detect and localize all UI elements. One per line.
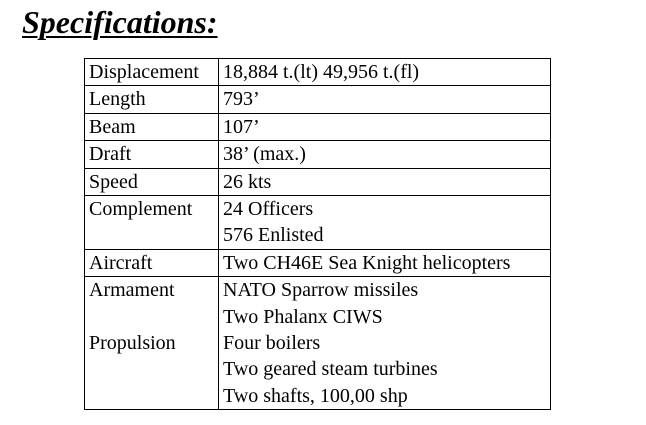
row-label: Beam xyxy=(85,113,219,140)
row-value: 793’ xyxy=(219,86,551,113)
row-value xyxy=(219,277,551,410)
row-value-line: Two shafts, 100,00 shp xyxy=(223,384,408,407)
row-label-text xyxy=(89,304,218,330)
table-row-beam xyxy=(85,113,551,140)
row-value-line: Two geared steam turbines xyxy=(223,358,438,381)
table-row-draft xyxy=(85,141,551,168)
row-label xyxy=(85,277,219,410)
row-value-line: Two Phalanx CIWS xyxy=(223,305,383,328)
row-value: 107’ xyxy=(219,113,551,140)
row-value: 18,884 t.(lt) 49,956 t.(fl) xyxy=(219,59,551,86)
row-label: Displacement xyxy=(85,59,219,86)
row-value: 38’ (max.) xyxy=(219,141,551,168)
row-label: Draft xyxy=(85,141,219,168)
table-row-speed xyxy=(85,168,551,195)
table-row-aircraft xyxy=(85,249,551,276)
row-label xyxy=(85,196,219,250)
table-row-length xyxy=(85,86,551,113)
row-value: 26 kts xyxy=(219,168,551,195)
row-value-line: 576 Enlisted xyxy=(223,224,324,247)
specifications-table xyxy=(84,58,551,410)
row-value xyxy=(219,196,551,250)
row-label-text: Armament xyxy=(89,279,175,302)
row-value-line: 24 Officers xyxy=(223,198,314,221)
row-value: Two CH46E Sea Knight helicopters xyxy=(219,249,551,276)
row-label: Length xyxy=(85,86,219,113)
row-label: Aircraft xyxy=(85,249,219,276)
row-label: Speed xyxy=(85,168,219,195)
row-value-line: Four boilers xyxy=(223,332,321,354)
row-label-text: Complement xyxy=(89,198,193,221)
table-row-displacement xyxy=(85,59,551,86)
row-value-line: NATO Sparrow missiles xyxy=(223,279,419,302)
row-label-text: Propulsion xyxy=(89,332,176,354)
table-row-complement xyxy=(85,196,551,250)
table-row-armament-propulsion xyxy=(85,277,551,410)
page-title: Specifications: xyxy=(22,4,218,40)
